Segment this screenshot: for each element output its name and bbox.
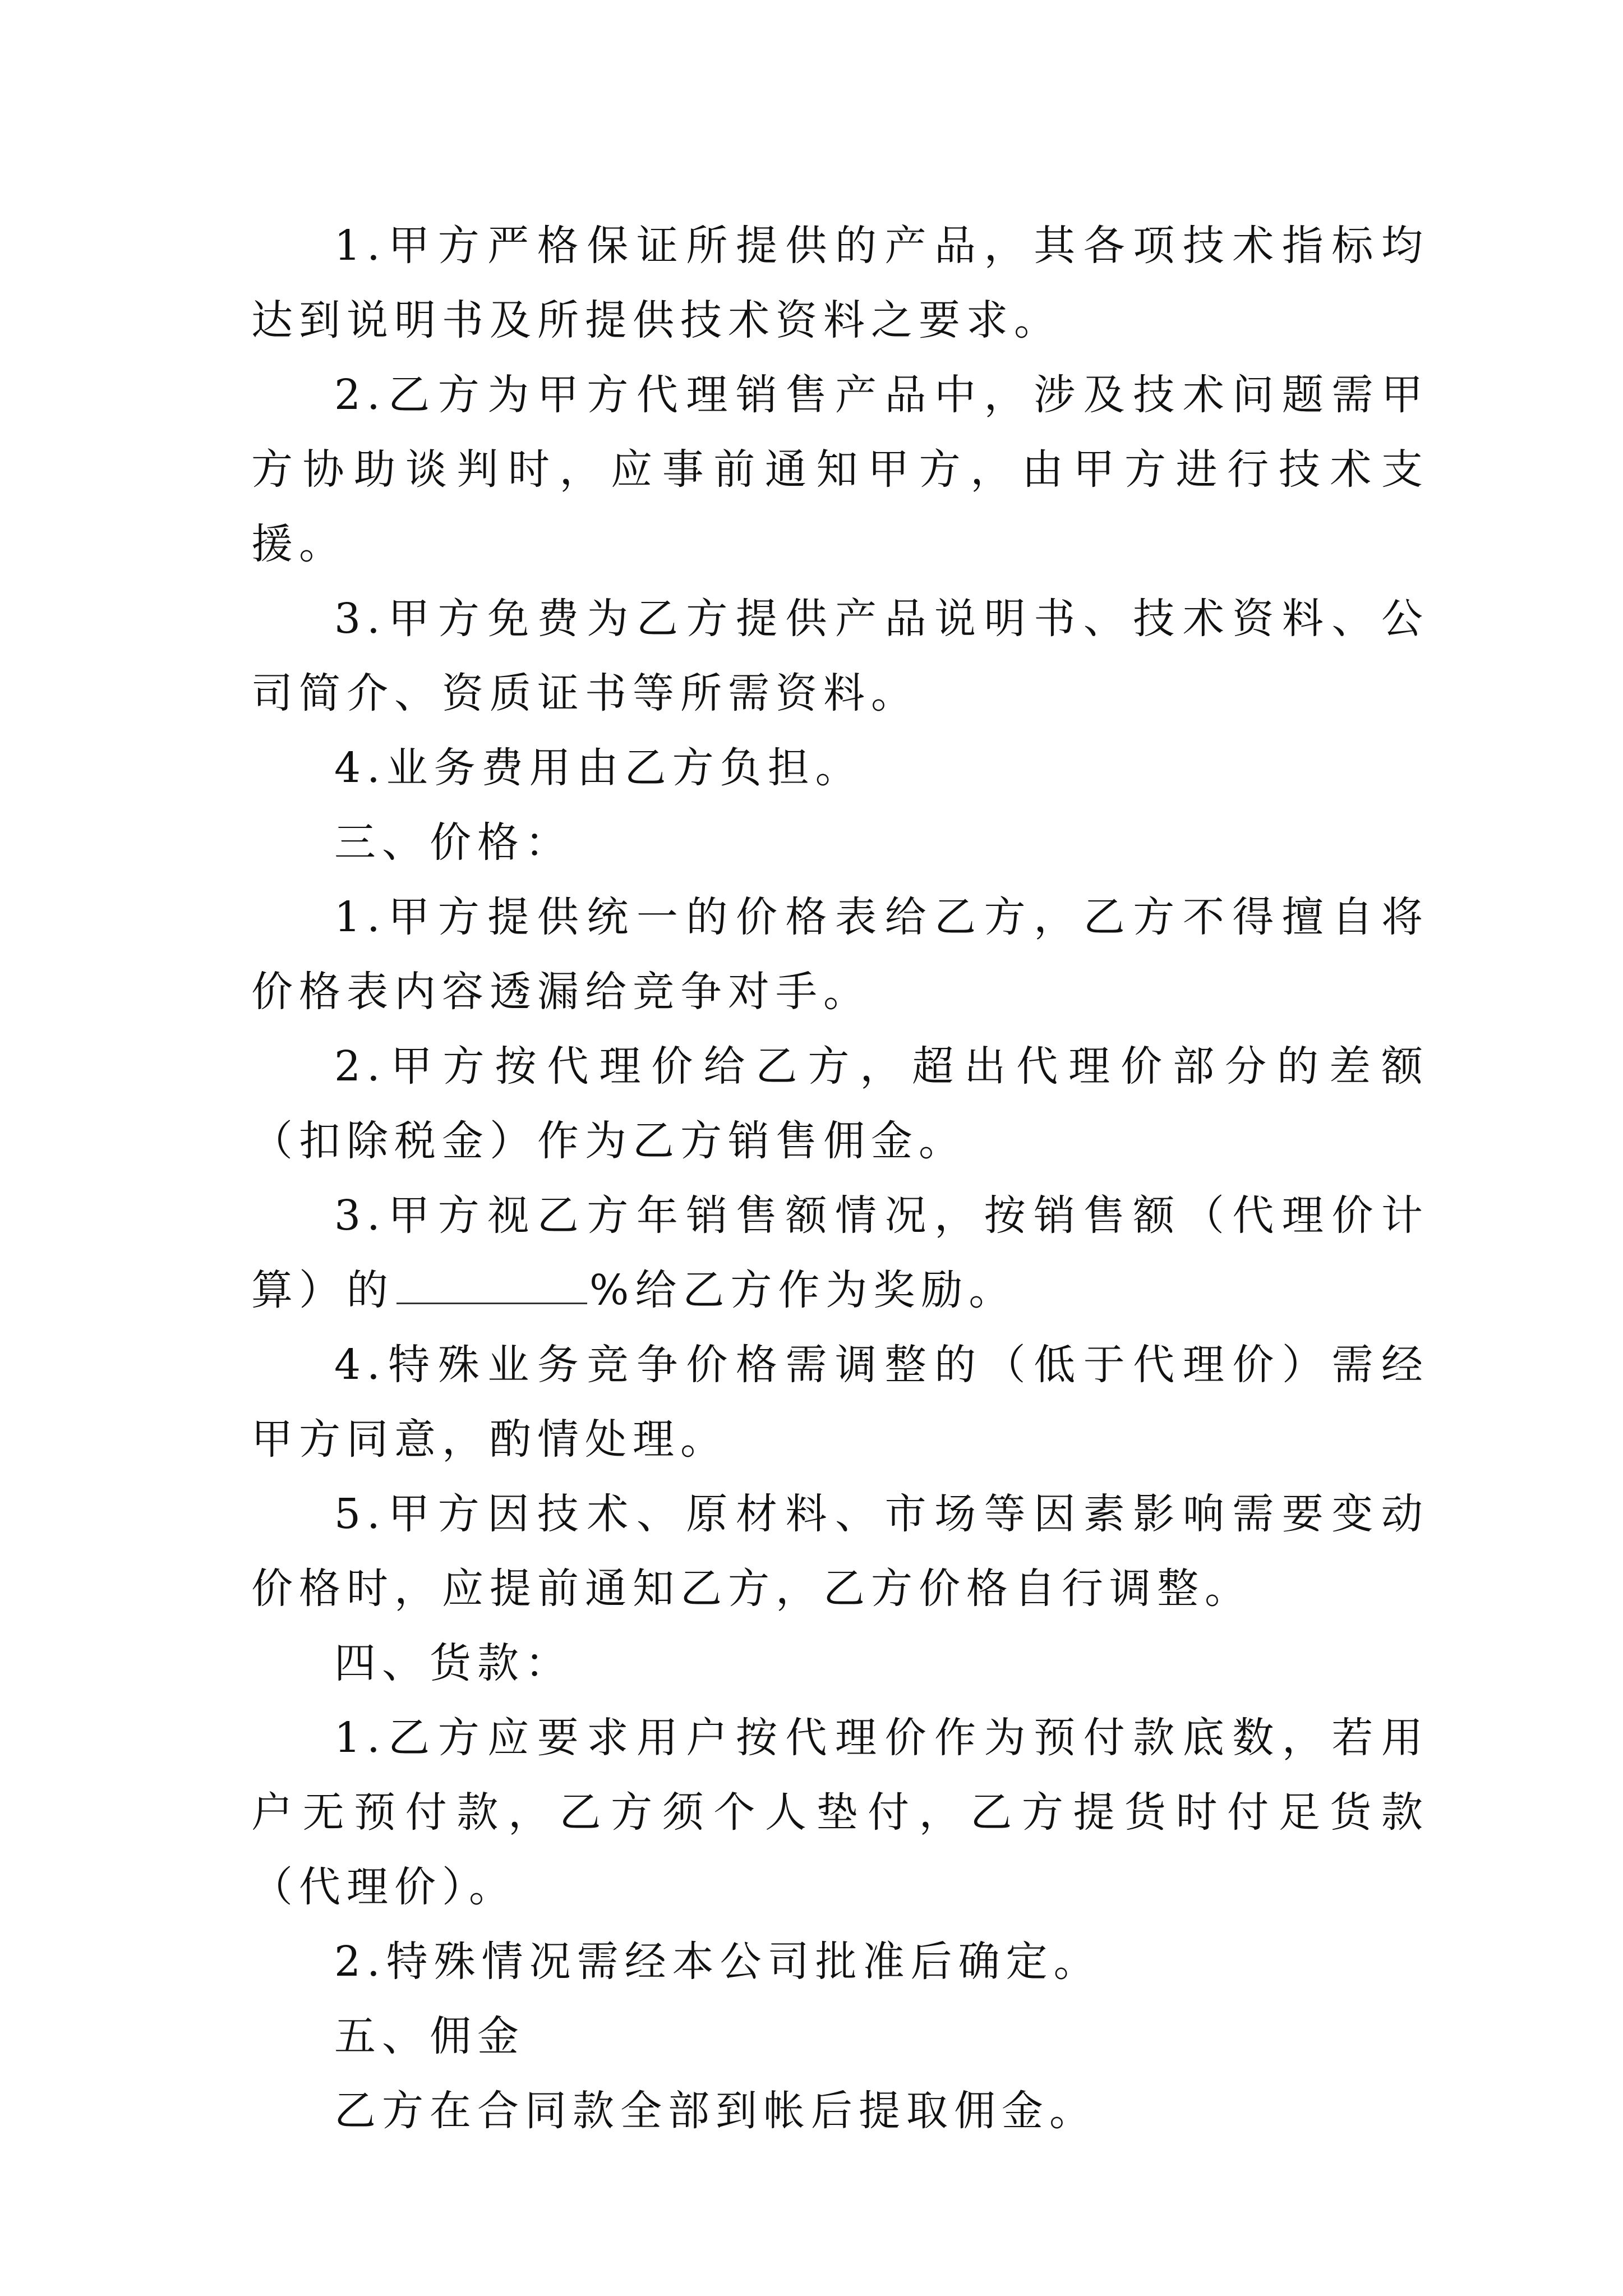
section-heading: 四、货款： (334, 1639, 573, 1687)
clause-paragraph-with-blank (251, 1179, 1429, 1328)
clause-paragraph: 2.甲方按代理价给乙方，超出代理价部分的差额（扣除税金）作为乙方销售佣金。 (251, 1042, 1429, 1165)
section-heading: 三、价格： (334, 818, 573, 867)
clause-paragraph: 1.乙方应要求用户按代理价作为预付款底数，若用户无预付款，乙方须个人垫付，乙方提货时付足货款（代理价）。 (251, 1714, 1429, 1911)
clause-paragraph: 乙方在合同款全部到帐后提取佣金。 (334, 2087, 1097, 2135)
document-body (251, 209, 1429, 2148)
clause-paragraph: 2.特殊情况需经本公司批准后确定。 (334, 1938, 1101, 1986)
clause-paragraph: 3.甲方免费为乙方提供产品说明书、技术资料、公司简介、资质证书等所需资料。 (251, 595, 1429, 717)
clause-text: 3.甲方视乙方年销售额情况，按销售额（代理价计算）的 (251, 1191, 1429, 1314)
clause-paragraph: 4.特殊业务竞争价格需调整的（低于代理价）需经甲方同意，酌情处理。 (251, 1341, 1429, 1464)
clause-text: %给乙方作为奖励。 (589, 1266, 1017, 1314)
clause-paragraph: 5.甲方因技术、原材料、市场等因素影响需要变动价格时，应提前通知乙方，乙方价格自行调整。 (251, 1490, 1429, 1613)
section-heading: 五、佣金 (334, 2012, 525, 2060)
clause-paragraph: 4.业务费用由乙方负担。 (334, 744, 863, 792)
clause-paragraph: 1.甲方提供统一的价格表给乙方，乙方不得擅自将价格表内容透漏给竞争对手。 (251, 893, 1429, 1016)
clause-paragraph: 2.乙方为甲方代理销售产品中，涉及技术问题需甲方协助谈判时，应事前通知甲方，由甲方进行技术支援。 (251, 371, 1429, 568)
fill-in-blank[interactable] (396, 1269, 587, 1304)
clause-paragraph: 1.甲方严格保证所提供的产品，其各项技术指标均达到说明书及所提供技术资料之要求。 (251, 222, 1429, 344)
